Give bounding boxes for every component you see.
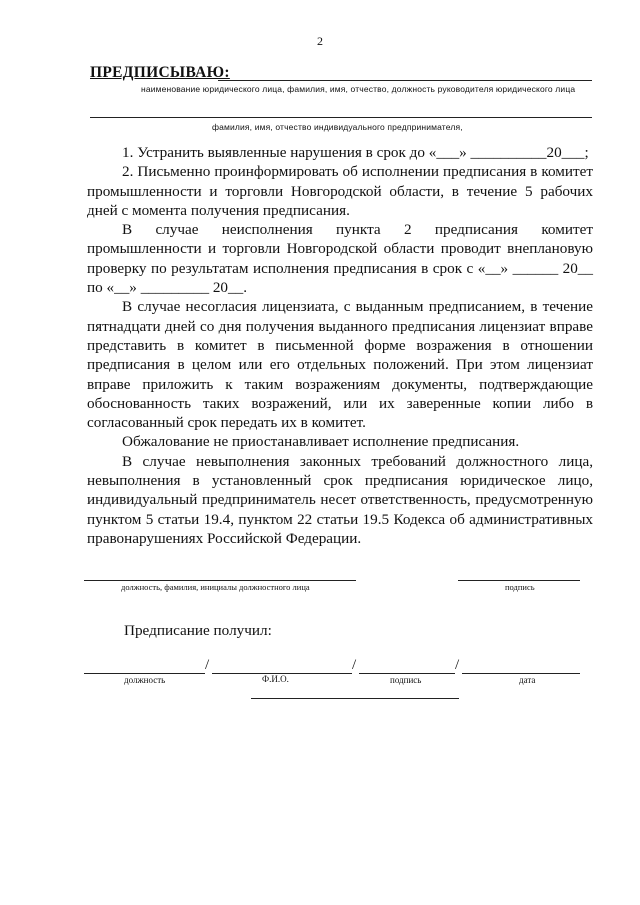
position-line [84, 673, 205, 674]
separator-2: / [352, 657, 357, 673]
official-label: должность, фамилия, инициалы должностного лица [121, 582, 310, 592]
paragraph-inspection: В случае неисполнения пункта 2 предписания комитет промышленности и торговли Новгородской области проводит внеплановую проверку по результатам исполнения предписания в срок с «__» ______ 20__ по «__» _________ 20__. [87, 221, 593, 297]
sign-line [359, 673, 455, 674]
paragraph-deadline: 1. Устранить выявленные нарушения в срок до «___» __________20___; [122, 144, 589, 161]
paragraph-appeal: Обжалование не приостанавливает исполнение предписания. [122, 433, 520, 451]
bottom-rule [251, 698, 459, 699]
legal-entity-hint: наименование юридического лица, фамилия, имя, отчество, должность руководителя юридического лица [141, 84, 576, 94]
paragraph-objection: В случае несогласия лицензиата, с выданным предписанием, в течение пятнадцати дней со дня получения выданного предписания лицензиат вправе представить в комитет в письменной форме возражения в отношении предписания в целом или его отдельных положений. При этом лицензиат вправе приложить к таким возражениям документы, подтверждающие обоснованность таких возражений, или их заверенные копии либо в согласованный срок передать их в комитет. [87, 298, 593, 432]
separator-1: / [205, 657, 210, 673]
entrepreneur-line [90, 117, 592, 118]
page-number: 2 [317, 34, 323, 48]
date-label: дата [519, 675, 536, 685]
received-title: Предписание получил: [124, 622, 272, 639]
document-body [87, 143, 593, 548]
separator-3: / [455, 657, 460, 673]
official-sign-label: подпись [505, 582, 535, 592]
entrepreneur-hint: фамилия, имя, отчество индивидуального предпринимателя, [212, 122, 463, 132]
date-line [462, 673, 580, 674]
official-line [84, 580, 356, 581]
legal-entity-line [218, 80, 592, 81]
position-label: должность [124, 675, 166, 685]
sign-label: подпись [390, 675, 422, 685]
document-heading: ПРЕДПИСЫВАЮ: [90, 64, 230, 81]
name-label: Ф.И.О. [262, 674, 289, 684]
official-sign-line [458, 580, 580, 581]
paragraph-inform: 2. Письменно проинформировать об исполнении предписания в комитет промышленности и торговли Новгородской области, в течение 5 рабочих дней с момента получения предписания. [87, 163, 593, 219]
paragraph-liability: В случае невыполнения законных требований должностного лица, невыполнения в установленный срок предписания юридическое лицо, индивидуальный предприниматель несет ответственность, предусмотренную пунктом 5 статьи 19.4, пунктом 22 статьи 19.5 Кодекса об административных правонарушениях Российской Федерации. [87, 452, 593, 547]
